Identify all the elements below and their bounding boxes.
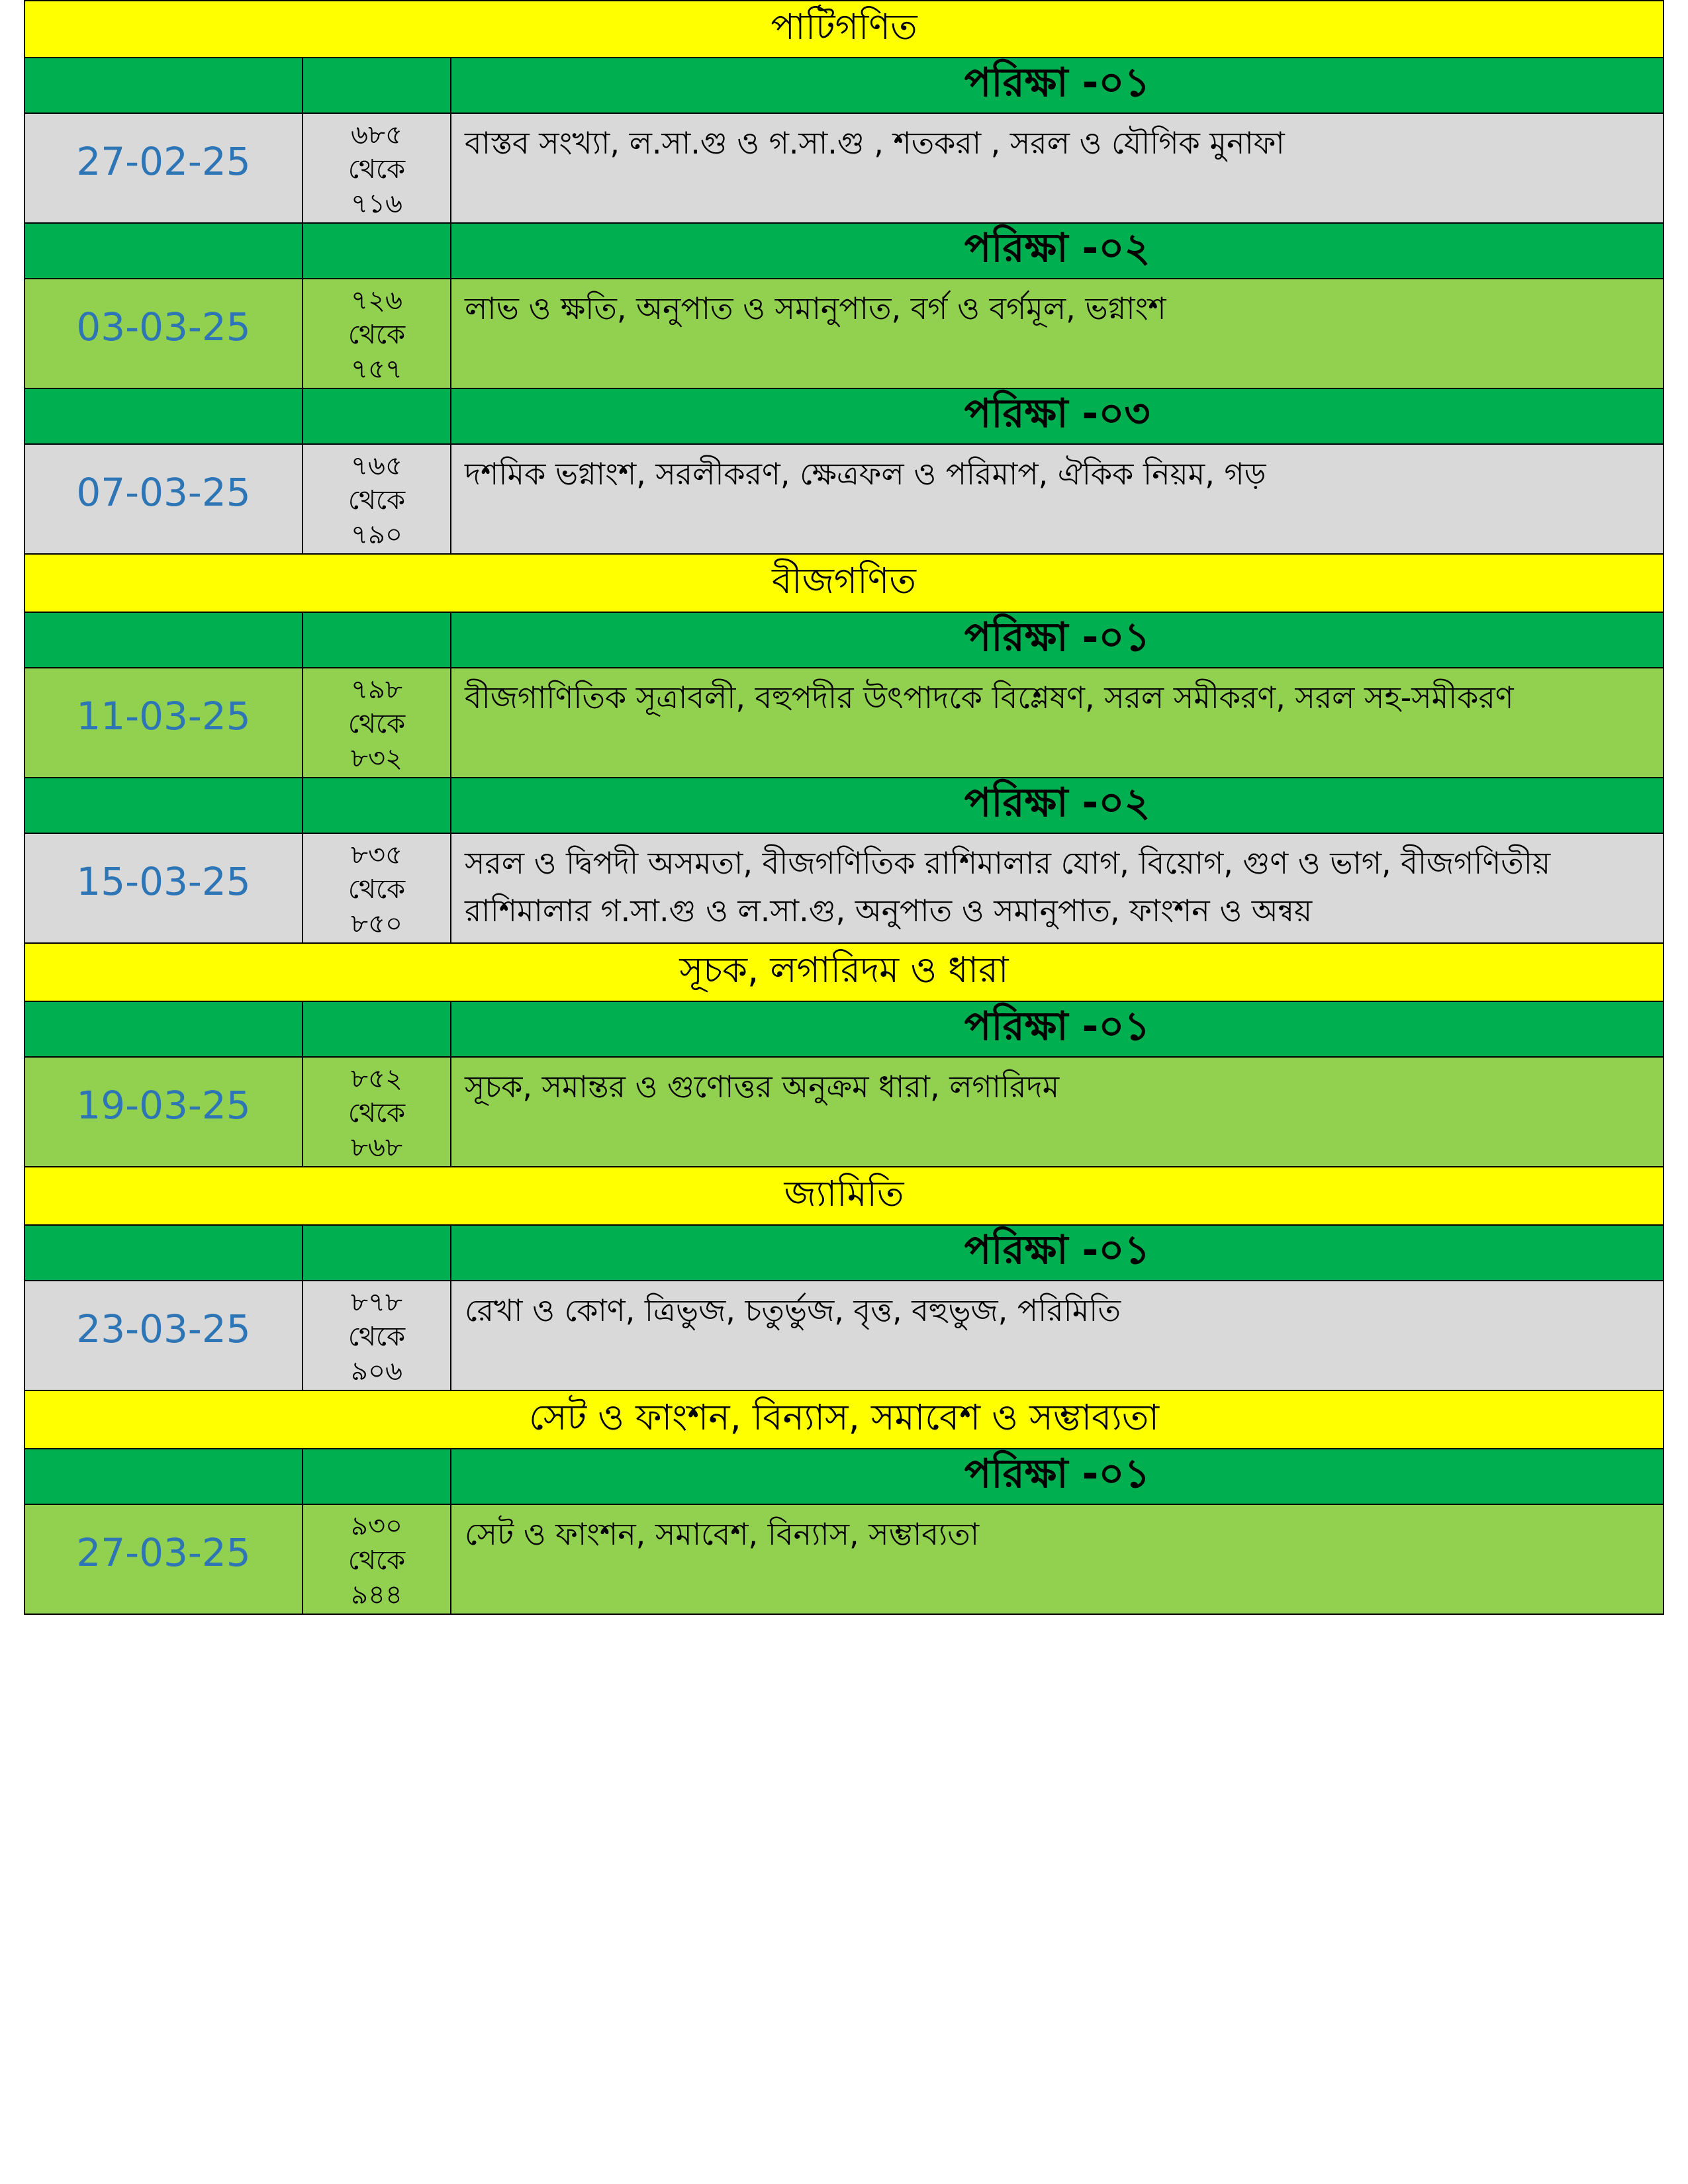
exam-date: 19-03-25 [25, 1058, 303, 1166]
exam-header-row [24, 58, 1664, 114]
exam-date: 23-03-25 [25, 1281, 303, 1390]
page-word: থেকে [348, 874, 406, 905]
exam-date: 27-03-25 [25, 1505, 303, 1614]
page-range [303, 445, 451, 553]
exam-detail-row [24, 1281, 1664, 1391]
page-from: ৬৮৫ [351, 120, 402, 150]
exam-header-empty-date [25, 1449, 303, 1504]
exam-header-empty-pages [303, 613, 451, 667]
exam-header-empty-date [25, 389, 303, 443]
exam-header-empty-pages [303, 1002, 451, 1056]
exam-label: পরিক্ষা -০১ [964, 1227, 1150, 1273]
page-word: থেকে [348, 1545, 406, 1576]
exam-label: পরিক্ষা -০১ [964, 614, 1150, 660]
page-from: ৮৫২ [351, 1064, 402, 1094]
exam-header-empty-pages [303, 778, 451, 833]
page-to: ৭১৬ [351, 189, 402, 219]
section-title: সেট ও ফাংশন, বিন্যাস, সমাবেশ ও সম্ভাব্যতা [24, 1391, 1664, 1449]
page-word: থেকে [348, 1322, 406, 1352]
exam-header-empty-date [25, 613, 303, 667]
exam-label: পরিক্ষা -০৩ [964, 390, 1150, 437]
exam-date: 11-03-25 [25, 668, 303, 777]
exam-header-empty-pages [303, 1226, 451, 1280]
exam-label: পরিক্ষা -০১ [964, 60, 1150, 106]
exam-header-empty-date [25, 224, 303, 278]
section-title: বীজগণিত [24, 555, 1664, 613]
page-word: থেকে [348, 485, 406, 516]
page-range [303, 1505, 451, 1614]
exam-detail-row [24, 1058, 1664, 1167]
exam-label: পরিক্ষা -০২ [964, 225, 1150, 271]
exam-label: পরিক্ষা -০১ [964, 1003, 1150, 1050]
exam-header-empty-date [25, 778, 303, 833]
exam-label: পরিক্ষা -০২ [964, 780, 1150, 826]
page-range [303, 1281, 451, 1390]
page-from: ৮৩৫ [351, 840, 402, 870]
page-range [303, 834, 451, 942]
page-to: ৮৬৮ [351, 1132, 402, 1163]
page-word: থেকে [348, 320, 406, 350]
exam-topics: সূচক, সমান্তর ও গুণোত্তর অনুক্রম ধারা, লগারিদম [465, 1069, 1060, 1105]
section-title: পাটিগণিত [24, 0, 1664, 58]
exam-topics: দশমিক ভগ্নাংশ, সরলীকরণ, ক্ষেত্রফল ও পরিমাপ, ঐকিক নিয়ম, গড় [465, 456, 1266, 492]
page-range [303, 114, 451, 222]
exam-header-empty-date [25, 1226, 303, 1280]
page-to: ৮৫০ [351, 909, 402, 939]
page-to: ৯৪৪ [351, 1580, 402, 1610]
exam-header-row [24, 224, 1664, 279]
exam-detail-row [24, 1505, 1664, 1615]
page-range [303, 279, 451, 388]
page-from: ৭২৬ [350, 285, 403, 316]
exam-header-row [24, 1002, 1664, 1058]
exam-header-empty-pages [303, 58, 451, 113]
page-to: ৮৩২ [351, 743, 402, 774]
exam-topics: রেখা ও কোণ, ত্রিভুজ, চতুর্ভুজ, বৃত্ত, বহুভুজ, পরিমিতি [465, 1293, 1121, 1328]
exam-header-row [24, 778, 1664, 834]
page-from: ৭৬৫ [351, 451, 402, 481]
exam-detail-row [24, 668, 1664, 778]
exam-header-row [24, 1449, 1664, 1505]
section-title: সূচক, লগারিদম ও ধারা [24, 944, 1664, 1002]
exam-detail-row [24, 279, 1664, 389]
page-to: ৭৯০ [351, 520, 402, 550]
section-title: জ্যামিতি [24, 1167, 1664, 1226]
exam-topics: লাভ ও ক্ষতি, অনুপাত ও সমানুপাত, বর্গ ও বর্গমূল, ভগ্নাংশ [465, 291, 1166, 326]
exam-header-empty-date [25, 58, 303, 113]
page-from: ৯৩০ [351, 1511, 402, 1541]
exam-topics: বীজগাণিতিক সূত্রাবলী, বহুপদীর উৎপাদকে বিশ্লেষণ, সরল সমীকরণ, সরল সহ-সমীকরণ [465, 680, 1514, 715]
page-word: থেকে [348, 154, 406, 185]
exam-topics: সরল ও দ্বিপদী অসমতা, বীজগণিতিক রাশিমালার যোগ, বিয়োগ, গুণ ও ভাগ, বীজগণিতীয় রাশিমালার গ.সা.গু ও ল.সা.গু, অনুপাত ও সমানুপাত, ফাংশন ও অন্বয় [465, 845, 1551, 929]
exam-date: 07-03-25 [25, 445, 303, 553]
page-word: থেকে [348, 709, 406, 739]
page-range [303, 1058, 451, 1166]
exam-date: 27-02-25 [25, 114, 303, 222]
exam-topics: সেট ও ফাংশন, সমাবেশ, বিন্যাস, সম্ভাব্যতা [465, 1516, 980, 1552]
page-from: ৭৯৮ [351, 674, 402, 705]
exam-header-row [24, 1226, 1664, 1281]
exam-header-empty-pages [303, 224, 451, 278]
exam-detail-row [24, 114, 1664, 224]
page-from: ৮৭৮ [351, 1287, 402, 1318]
exam-date: 03-03-25 [25, 279, 303, 388]
exam-date: 15-03-25 [25, 834, 303, 942]
exam-header-empty-date [25, 1002, 303, 1056]
exam-header-empty-pages [303, 1449, 451, 1504]
exam-detail-row [24, 834, 1664, 944]
page-to: ৯০৬ [351, 1356, 402, 1387]
page-word: থেকে [348, 1098, 406, 1128]
page-range [303, 668, 451, 777]
exam-header-row [24, 613, 1664, 668]
exam-detail-row [24, 445, 1664, 555]
exam-header-empty-pages [303, 389, 451, 443]
exam-topics: বাস্তব সংখ্যা, ল.সা.গু ও গ.সা.গু , শতকরা , সরল ও যৌগিক মুনাফা [465, 125, 1285, 161]
exam-header-row [24, 389, 1664, 445]
page-to: ৭৫৭ [351, 354, 402, 385]
exam-label: পরিক্ষা -০১ [964, 1451, 1150, 1497]
schedule-table [24, 0, 1664, 1615]
